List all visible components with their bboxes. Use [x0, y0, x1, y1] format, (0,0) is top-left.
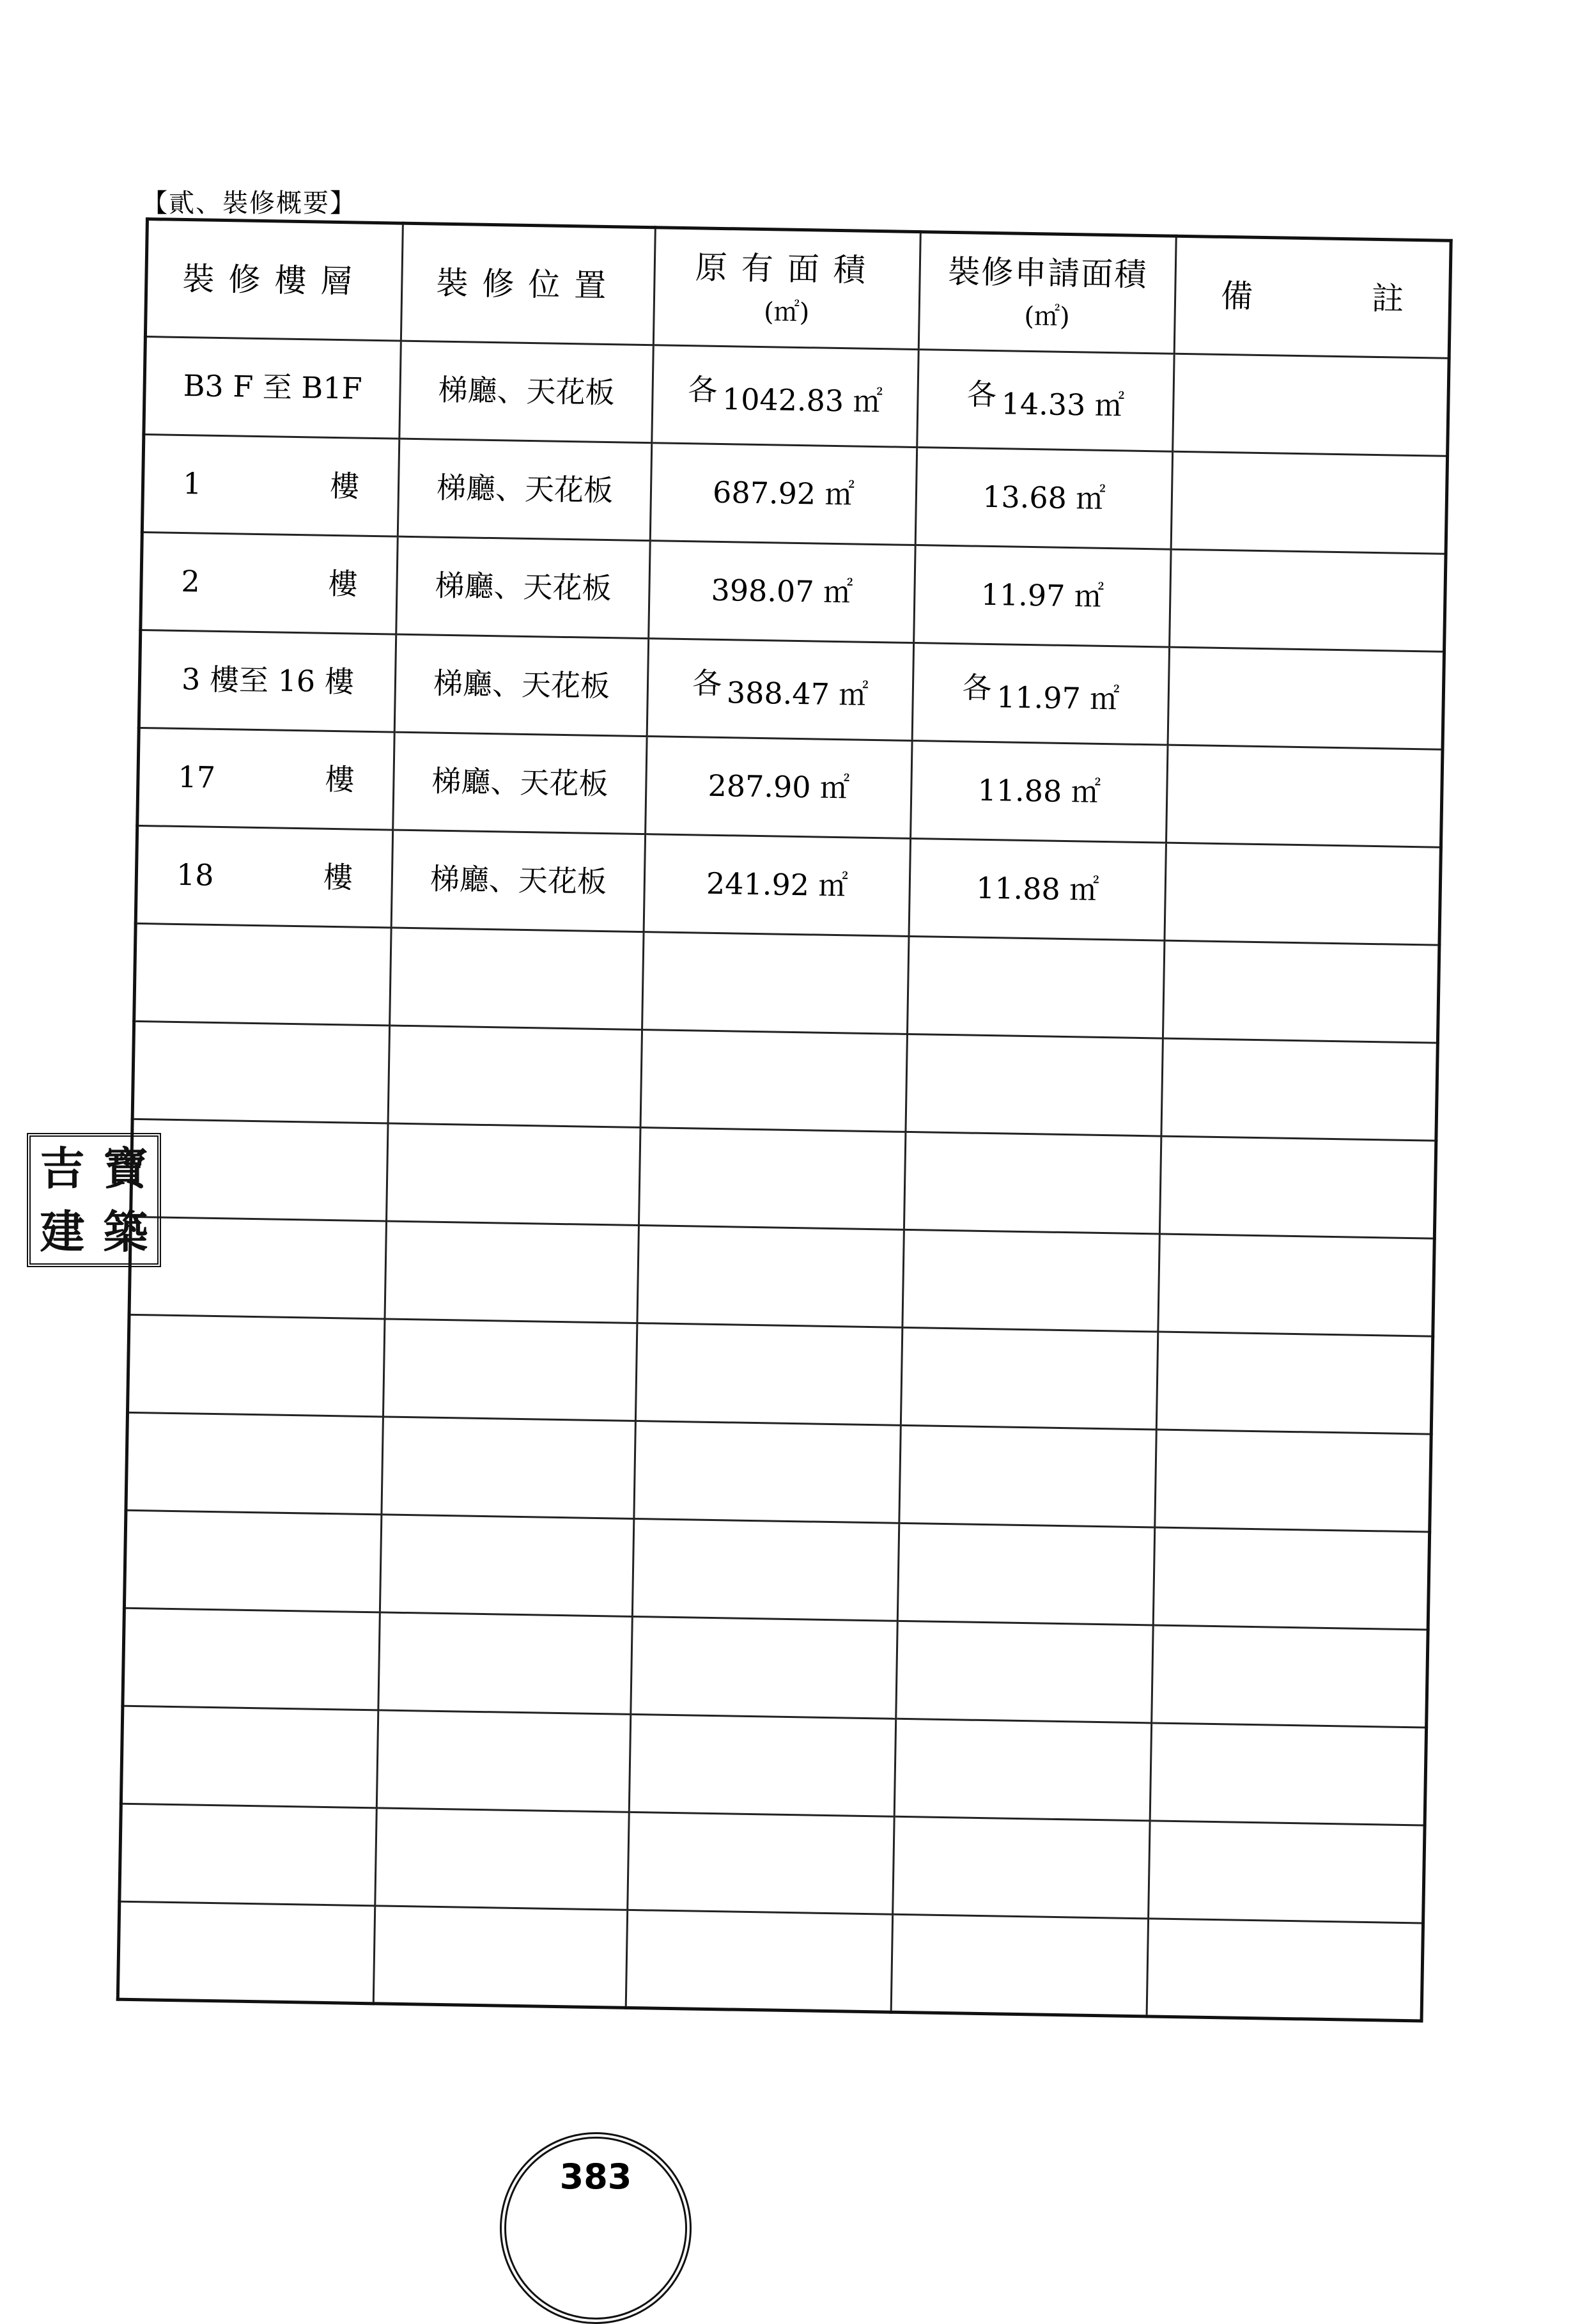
empty-cell	[388, 1026, 642, 1128]
empty-cell	[1161, 1038, 1437, 1141]
empty-cell	[373, 1906, 627, 2008]
stamp-seal-left: 吉 寶 建 築	[27, 1133, 161, 1267]
empty-cell	[1155, 1430, 1431, 1532]
section-heading: 【貳、裝修概要】	[142, 189, 357, 218]
cell-applied-area: 11.88 ㎡	[911, 740, 1168, 843]
cell-floor: 1 樓	[142, 434, 399, 536]
empty-cell	[896, 1621, 1153, 1723]
empty-cell	[629, 1714, 895, 1816]
cell-original-area: 各 1042.83 ㎡	[652, 345, 918, 448]
empty-cell	[118, 1901, 375, 2004]
empty-cell	[1147, 1919, 1423, 2021]
cell-original-area: 各 388.47 ㎡	[647, 639, 913, 741]
empty-cell	[383, 1319, 637, 1421]
cell-location: 梯廳、天花板	[391, 830, 645, 932]
cell-remarks	[1171, 451, 1447, 554]
empty-cell	[387, 1123, 640, 1226]
empty-cell	[631, 1616, 897, 1719]
empty-cell	[907, 936, 1164, 1038]
empty-cell	[906, 1034, 1163, 1136]
cell-remarks	[1166, 745, 1443, 847]
header-applied-area: 裝修申請面積 (㎡)	[918, 232, 1176, 354]
cell-floor: 18 樓	[136, 825, 392, 928]
empty-cell	[134, 923, 391, 1026]
cell-location: 梯廳、天花板	[393, 732, 647, 834]
cell-original-area: 687.92 ㎡	[650, 443, 917, 545]
cell-applied-area: 11.88 ㎡	[909, 838, 1166, 940]
empty-cell	[375, 1808, 629, 1910]
empty-cell	[634, 1421, 901, 1523]
empty-cell	[1163, 940, 1439, 1043]
empty-cell	[385, 1221, 639, 1323]
cell-remarks	[1173, 354, 1449, 456]
renovation-summary-table	[116, 217, 1453, 2023]
cell-original-area: 287.90 ㎡	[646, 737, 912, 839]
cell-applied-area: 11.97 ㎡	[914, 545, 1171, 648]
cell-location: 梯廳、天花板	[398, 439, 651, 541]
cell-original-area: 398.07 ㎡	[649, 541, 915, 643]
table-header-row	[145, 219, 1451, 359]
cell-applied-area: 13.68 ㎡	[915, 448, 1172, 550]
empty-cell	[899, 1425, 1156, 1527]
cell-remarks	[1170, 549, 1446, 651]
empty-cell	[904, 1132, 1161, 1234]
empty-cell	[126, 1412, 383, 1515]
header-location: 裝修位置	[401, 223, 655, 345]
empty-cell	[129, 1217, 386, 1319]
cell-floor: B3 F 至 B1F	[144, 337, 401, 439]
cell-remarks	[1165, 843, 1441, 945]
empty-cell	[378, 1612, 632, 1715]
empty-cell	[1149, 1821, 1425, 1923]
header-floor: 裝修樓層	[145, 219, 403, 341]
cell-location: 梯廳、天花板	[394, 634, 648, 737]
empty-cell	[640, 1030, 907, 1132]
empty-cell	[897, 1523, 1154, 1625]
empty-cell	[893, 1816, 1150, 1919]
empty-cell	[891, 1914, 1148, 2016]
empty-table-row	[118, 1901, 1423, 2021]
empty-cell	[1152, 1625, 1428, 1727]
empty-cell	[1150, 1723, 1426, 1825]
empty-cell	[121, 1706, 378, 1808]
cell-applied-area: 各 11.97 ㎡	[912, 643, 1169, 745]
empty-cell	[642, 932, 909, 1034]
empty-cell	[1159, 1136, 1436, 1238]
empty-cell	[1158, 1234, 1434, 1336]
cell-location: 梯廳、天花板	[399, 341, 653, 443]
cell-original-area: 241.92 ㎡	[644, 834, 910, 937]
empty-cell	[637, 1226, 904, 1328]
seal-bottom-text: 383	[559, 2156, 632, 2197]
empty-cell	[1156, 1332, 1432, 1434]
empty-cell	[382, 1417, 635, 1519]
header-original-area: 原有面積 (㎡)	[653, 228, 920, 350]
empty-cell	[376, 1710, 630, 1813]
empty-cell	[901, 1327, 1158, 1430]
empty-cell	[120, 1804, 376, 1906]
cell-floor: 2 樓	[141, 532, 398, 634]
empty-cell	[123, 1608, 380, 1710]
empty-cell	[902, 1229, 1159, 1332]
cell-location: 梯廳、天花板	[396, 536, 650, 639]
empty-cell	[380, 1515, 633, 1617]
empty-cell	[894, 1719, 1151, 1821]
header-remarks: 備註	[1174, 236, 1451, 358]
empty-cell	[131, 1119, 388, 1221]
empty-cell	[639, 1128, 905, 1230]
empty-cell	[635, 1323, 902, 1425]
empty-cell	[390, 928, 644, 1030]
empty-cell	[128, 1314, 385, 1417]
table-body	[118, 337, 1449, 2021]
stamp-seal-bottom	[500, 2132, 692, 2324]
empty-cell	[1153, 1527, 1429, 1630]
cell-applied-area: 各 14.33 ㎡	[917, 350, 1174, 452]
empty-cell	[628, 1812, 894, 1914]
cell-remarks	[1168, 647, 1444, 749]
empty-cell	[632, 1518, 899, 1621]
cell-floor: 3 樓至 16 樓	[139, 630, 396, 732]
cell-floor: 17 樓	[137, 728, 394, 830]
empty-cell	[132, 1021, 389, 1123]
empty-cell	[124, 1510, 381, 1612]
empty-cell	[626, 1910, 892, 2012]
